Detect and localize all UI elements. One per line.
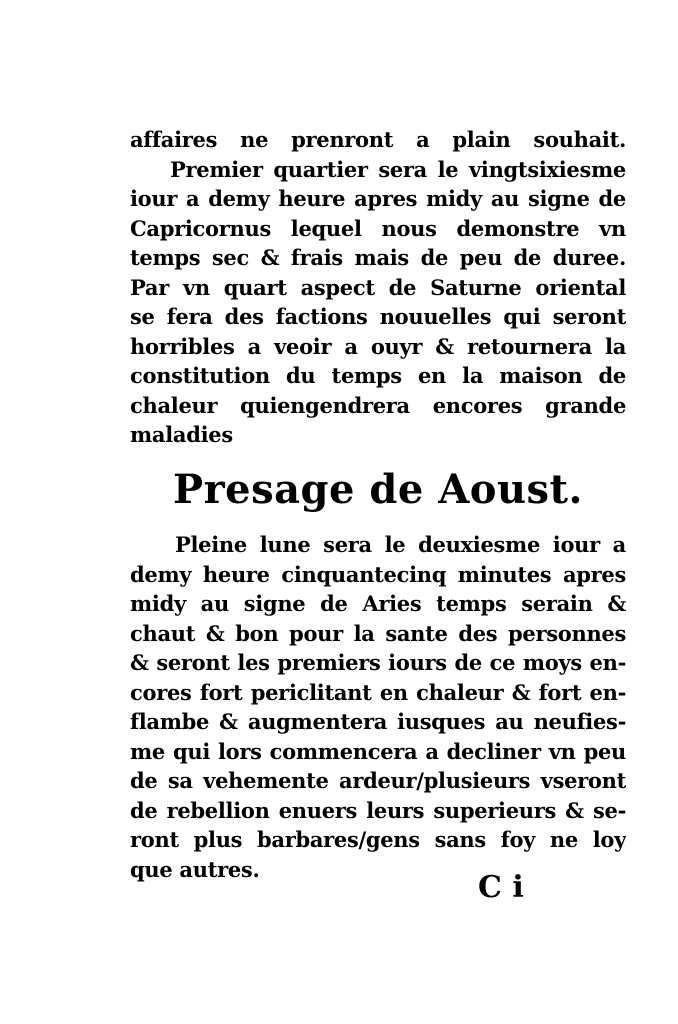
text-line: temps sec & frais mais de peu de duree. <box>130 245 626 270</box>
text-line: iour a demy heure apres midy au signe de <box>130 186 626 211</box>
text-line: cores fort periclitant en chaleur & fort en- <box>130 679 626 705</box>
paragraph-1 <box>130 125 626 450</box>
text-line: horribles a veoir a ouyr & retournera la <box>130 333 626 359</box>
text-line: Capricornus lequel nous demonstre vn <box>130 215 626 241</box>
text-line: de sa vehemente ardeur/plusieurs vseront <box>130 768 626 793</box>
text-line: me qui lors commencera a decliner vn peu <box>130 738 626 764</box>
section-heading: Presage de Aoust. <box>173 466 583 513</box>
text-line: Pleine lune sera le deuxiesme iour a <box>175 532 626 557</box>
text-line: de rebellion enuers leurs superieurs & se- <box>130 797 626 823</box>
signature-mark: C i <box>478 870 524 905</box>
text-line: chaut & bon pour la sante des personnes <box>130 620 626 646</box>
text-line: flambe & augmentera iusques au neufies- <box>130 709 626 734</box>
text-line: chaleur quiengendrera encores grande <box>130 392 626 418</box>
text-line: Par vn quart aspect de Saturne oriental <box>130 274 626 300</box>
text-line: midy au signe de Aries temps serain & <box>130 591 626 616</box>
text-line: maladies <box>130 422 233 447</box>
paragraph-2 <box>130 530 626 884</box>
text-line: affaires ne prenront a plain souhait. <box>130 127 626 152</box>
text-line: & seront les premiers iours de ce moys en- <box>130 650 626 675</box>
text-line: ront plus barbares/gens sans foy ne loy <box>130 827 626 852</box>
text-line: Premier quartier sera le vingtsixiesme <box>170 156 626 182</box>
text-line: que autres. <box>130 856 260 882</box>
text-line: se fera des factions nouuelles qui seront <box>130 304 626 329</box>
text-line: constitution du temps en la maison de <box>130 363 626 388</box>
text-line: demy heure cinquantecinq minutes apres <box>130 561 626 587</box>
